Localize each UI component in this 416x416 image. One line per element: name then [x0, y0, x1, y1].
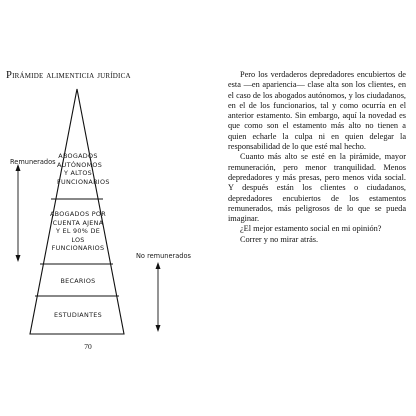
tier-label-third: BECARIOS [60, 277, 96, 285]
paragraph-3: ¿El mejor estamento social en mi opinión? [240, 224, 382, 234]
tier-label-bottom: ESTUDIANTES [54, 311, 102, 319]
tier-label-top: ABOGADOS AUTÓNOMOS Y ALTOS FUNCIONARIOS [57, 152, 110, 186]
page-number: 70 [84, 342, 92, 351]
paragraph-1: Pero los verdaderos depredadores encubiertos de esta —en apariencia— clase alta son los clientes, en el caso de los abogados autónomos, y los ciudadanos, en el de los funcionarios, tal y como ocurría en el anterior estamento. Sin embargo, aquí la novedad es que como son el estamento más alto no tienen a quien echarle la culpa ni en quien delegar la responsabilidad de lo que esté mal hecho. [228, 70, 406, 152]
unremunerated-label: No remunerados [136, 252, 191, 260]
unremunerated-arrow-bottom [156, 325, 161, 332]
remunerated-label: Remunerados [10, 158, 56, 166]
tier-label-second: ABOGADOS POR CUENTA AJENA Y EL 90% DE LOS FUNCIONARIOS [50, 210, 106, 253]
paragraph-2: Cuanto más alto se esté en la pirámide, mayor remuneración, pero menor tranquilidad. Menos depredadores y más presas, pero menos vida social. Y después están los clientes o ciudadanos, depredadores encubiertos de los estamentos remunerados, más peligrosos de lo que se pueda imaginar. [228, 152, 406, 224]
page-title: Pirámide alimenticia jurídica [6, 70, 131, 81]
unremunerated-arrow-top [156, 262, 161, 269]
right-page-text [228, 70, 406, 245]
remunerated-arrow-bottom [16, 255, 21, 262]
paragraph-4: Correr y no mirar atrás. [240, 234, 319, 244]
